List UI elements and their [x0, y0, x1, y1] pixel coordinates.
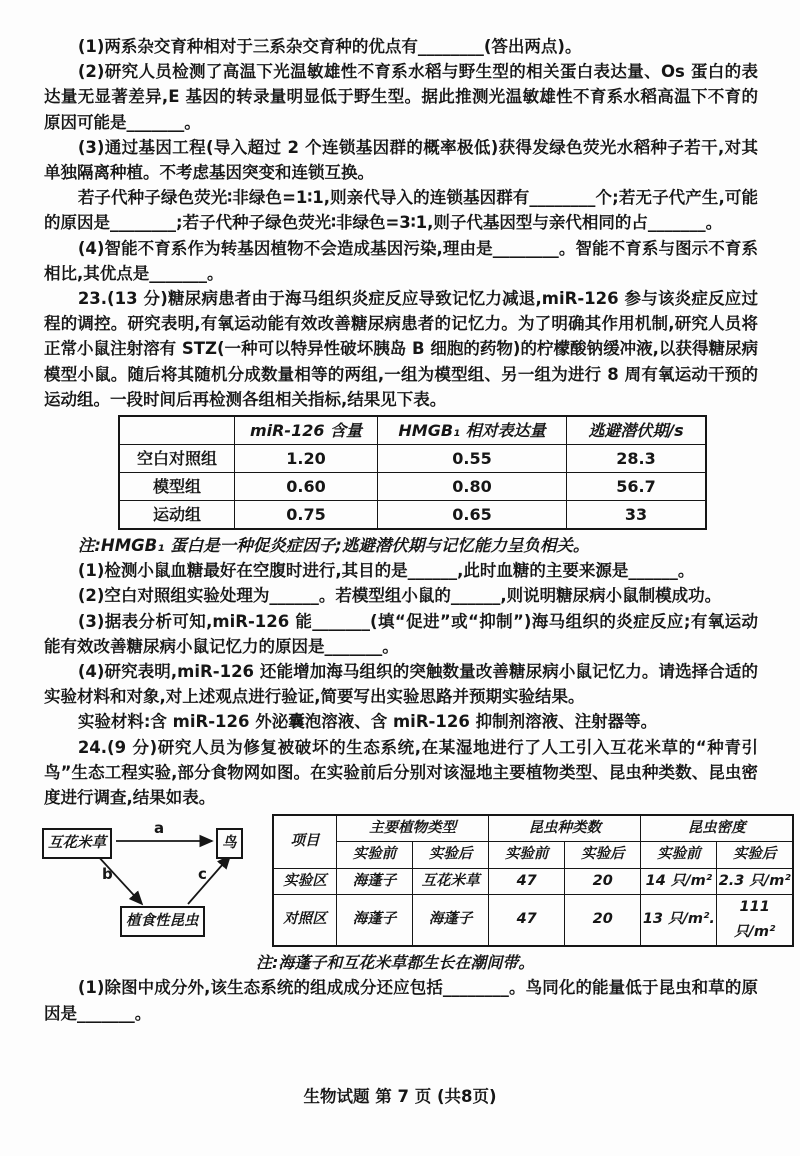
q23-row1-latency: 28.3 — [567, 445, 707, 473]
q24-row2-density-after: 111 只/m² — [717, 894, 793, 946]
q24-part-1: (1)除图中成分外,该生态系统的组成成分还应包括________。鸟同化的能量低于昆虫和草的原因是_______。 — [44, 978, 758, 1023]
table-row — [119, 445, 706, 473]
q24-intro: 24.(9 分)研究人员为修复被破坏的生态系统,在某湿地进行了人工引入互花米草的“种青引鸟”生态工程实验,部分食物网如图。在实验前后分别对该湿地主要植物类型、昆虫种类数、昆虫密度进行调查,结果如表。 — [44, 737, 758, 808]
q24-subheader-after-3: 实验后 — [717, 842, 793, 868]
q23-intro: 23.(13 分)糖尿病患者由于海马组织炎症反应导致记忆力减退,miR-126 参与该炎症反应过程的调控。研究表明,有氧运动能有效改善糖尿病患者的记忆力。为了明确其作用机制,研究人员将正常小鼠注射溶有 STZ(一种可以特异性破坏胰岛 B 细胞的药物)的柠檬酸钠缓冲液,以获得糖尿病模型小鼠。随后将其随机分成数量相等的两组,一组为模型组、另一组为进行 8 周有氧运动干预的运动组。一段时间后再检测各组相关指标,结果见下表。 — [44, 289, 758, 409]
q23-results-table — [118, 415, 707, 530]
foodweb-node-insect: 植食性昆虫 — [120, 906, 205, 937]
q23-table-note: 注:HMGB₁ 蛋白是一种促炎症因子;逃避潜伏期与记忆能力呈负相关。 — [77, 536, 590, 556]
q24-subheader-after-2: 实验后 — [565, 842, 641, 868]
q24-table-group-insect-species: 昆虫种类数 — [489, 815, 641, 842]
q22-part-2: (2)研究人员检测了高温下光温敏雄性不育系水稻与野生型的相关蛋白表达量、Os 蛋白的表达量无显著差异,E 基因的转录量明显低于野生型。据此推测光温敏雄性不育系水稻高温下不育的原因可能是_______。 — [44, 62, 758, 132]
q24-subheader-before-1: 实验前 — [337, 842, 413, 868]
q24-subheader-before-3: 实验前 — [641, 842, 717, 868]
q24-table-group-plant-type: 主要植物类型 — [337, 815, 489, 842]
q22-part-1: (1)两系杂交育种相对于三系杂交育种的优点有________(答出两点)。 — [77, 37, 582, 56]
q24-subheader-before-2: 实验前 — [489, 842, 565, 868]
q23-table-header-mir126: miR-126 含量 — [235, 416, 378, 445]
q24-row1-plant-before: 海蓬子 — [337, 868, 413, 894]
q23-row2-mir126: 0.60 — [235, 473, 378, 501]
table-row — [119, 473, 706, 501]
exam-content — [44, 34, 791, 1026]
foodweb-node-spartina: 互花米草 — [42, 828, 112, 859]
q24-row2-plant-before: 海蓬子 — [337, 894, 413, 946]
table-row — [273, 894, 793, 946]
q24-row2-density-before: 13 只/m². — [641, 894, 717, 946]
q23-row1-hmgb1: 0.55 — [378, 445, 567, 473]
q23-row3-hmgb1: 0.65 — [378, 501, 567, 530]
foodweb-arrow-label-a: a — [154, 819, 165, 838]
q23-table-corner-cell — [119, 416, 235, 445]
q23-materials: 实验材料:含 miR-126 外泌囊泡溶液、含 miR-126 抑制剂溶液、注射器等。 — [77, 712, 658, 732]
q24-row2-plant-after: 海蓬子 — [413, 894, 489, 946]
q24-row1-plant-after: 互花米草 — [413, 868, 489, 894]
q24-row2-label: 对照区 — [273, 894, 337, 946]
foodweb-arrow-label-c: c — [198, 865, 207, 884]
table-row — [273, 868, 793, 894]
q23-row3-latency: 33 — [567, 501, 707, 530]
q24-row1-density-before: 14 只/m² — [641, 868, 717, 894]
q23-row2-latency: 56.7 — [567, 473, 707, 501]
foodweb-diagram — [36, 820, 264, 942]
q23-part-1: (1)检测小鼠血糖最好在空腹时进行,其目的是______,此时血糖的主要来源是______。 — [77, 561, 695, 581]
table-row — [119, 501, 706, 530]
q23-row1-mir126: 1.20 — [235, 445, 378, 473]
q23-table-header-latency: 逃避潜伏期/s — [567, 416, 707, 445]
q24-table-group-header-row — [273, 815, 793, 842]
q24-table-sub-header-row — [273, 842, 793, 868]
q23-row2-hmgb1: 0.80 — [378, 473, 567, 501]
q23-part-2: (2)空白对照组实验处理为______。若模型组小鼠的______,则说明糖尿病小鼠制模成功。 — [77, 586, 722, 606]
q23-table-header-row — [119, 416, 706, 445]
q23-part-4: (4)研究表明,miR-126 还能增加海马组织的突触数量改善糖尿病小鼠记忆力。请选择合适的实验材料和对象,对上述观点进行验证,简要写出实验思路并预期实验结果。 — [44, 662, 758, 707]
q24-table-corner-cell: 项目 — [273, 815, 337, 868]
q22-part-4: (4)智能不育系作为转基因植物不会造成基因污染,理由是________。智能不育系与图示不育系相比,其优点是_______。 — [44, 238, 758, 283]
q24-row2-species-after: 20 — [565, 894, 641, 946]
q24-row1-species-after: 20 — [565, 868, 641, 894]
q24-figure-row — [36, 814, 791, 948]
q24-subheader-after-1: 实验后 — [413, 842, 489, 868]
q24-row1-species-before: 47 — [489, 868, 565, 894]
q23-part-3: (3)据表分析可知,miR-126 能_______(填“促进”或“抑制”)海马组织的炎症反应;有氧运动能有效改善糖尿病小鼠记忆力的原因是_______。 — [44, 611, 758, 656]
q24-row1-label: 实验区 — [273, 868, 337, 894]
q24-row1-density-after: 2.3 只/m² — [717, 868, 793, 894]
q23-row3-mir126: 0.75 — [235, 501, 378, 530]
q22-part-3: (3)通过基因工程(导入超过 2 个连锁基因群的概率极低)获得发绿色荧光水稻种子若干,对其单独隔离种植。不考虑基因突变和连锁互换。 — [44, 137, 758, 183]
q23-table-header-hmgb1: HMGB₁ 相对表达量 — [378, 416, 567, 445]
q24-row2-species-before: 47 — [489, 894, 565, 946]
q23-row1-label: 空白对照组 — [119, 445, 235, 473]
foodweb-node-bird: 鸟 — [216, 828, 243, 859]
q22-part-3b: 若子代种子绿色荧光∶非绿色=1∶1,则亲代导入的连锁基因群有________个;若无子代产生,可能的原因是________;若子代种子绿色荧光∶非绿色=3∶1,则子代基因型与亲代相同的占_______。 — [44, 188, 758, 233]
foodweb-arrow-label-b: b — [102, 865, 113, 884]
q24-survey-table — [272, 814, 794, 947]
q24-table-note: 注:海蓬子和互花米草都生长在潮间带。 — [256, 953, 535, 973]
q23-row2-label: 模型组 — [119, 473, 235, 501]
q23-row3-label: 运动组 — [119, 501, 235, 530]
page-footer: 生物试题 第 7 页 (共8页) — [303, 1087, 497, 1106]
q24-table-group-insect-density: 昆虫密度 — [641, 815, 793, 842]
